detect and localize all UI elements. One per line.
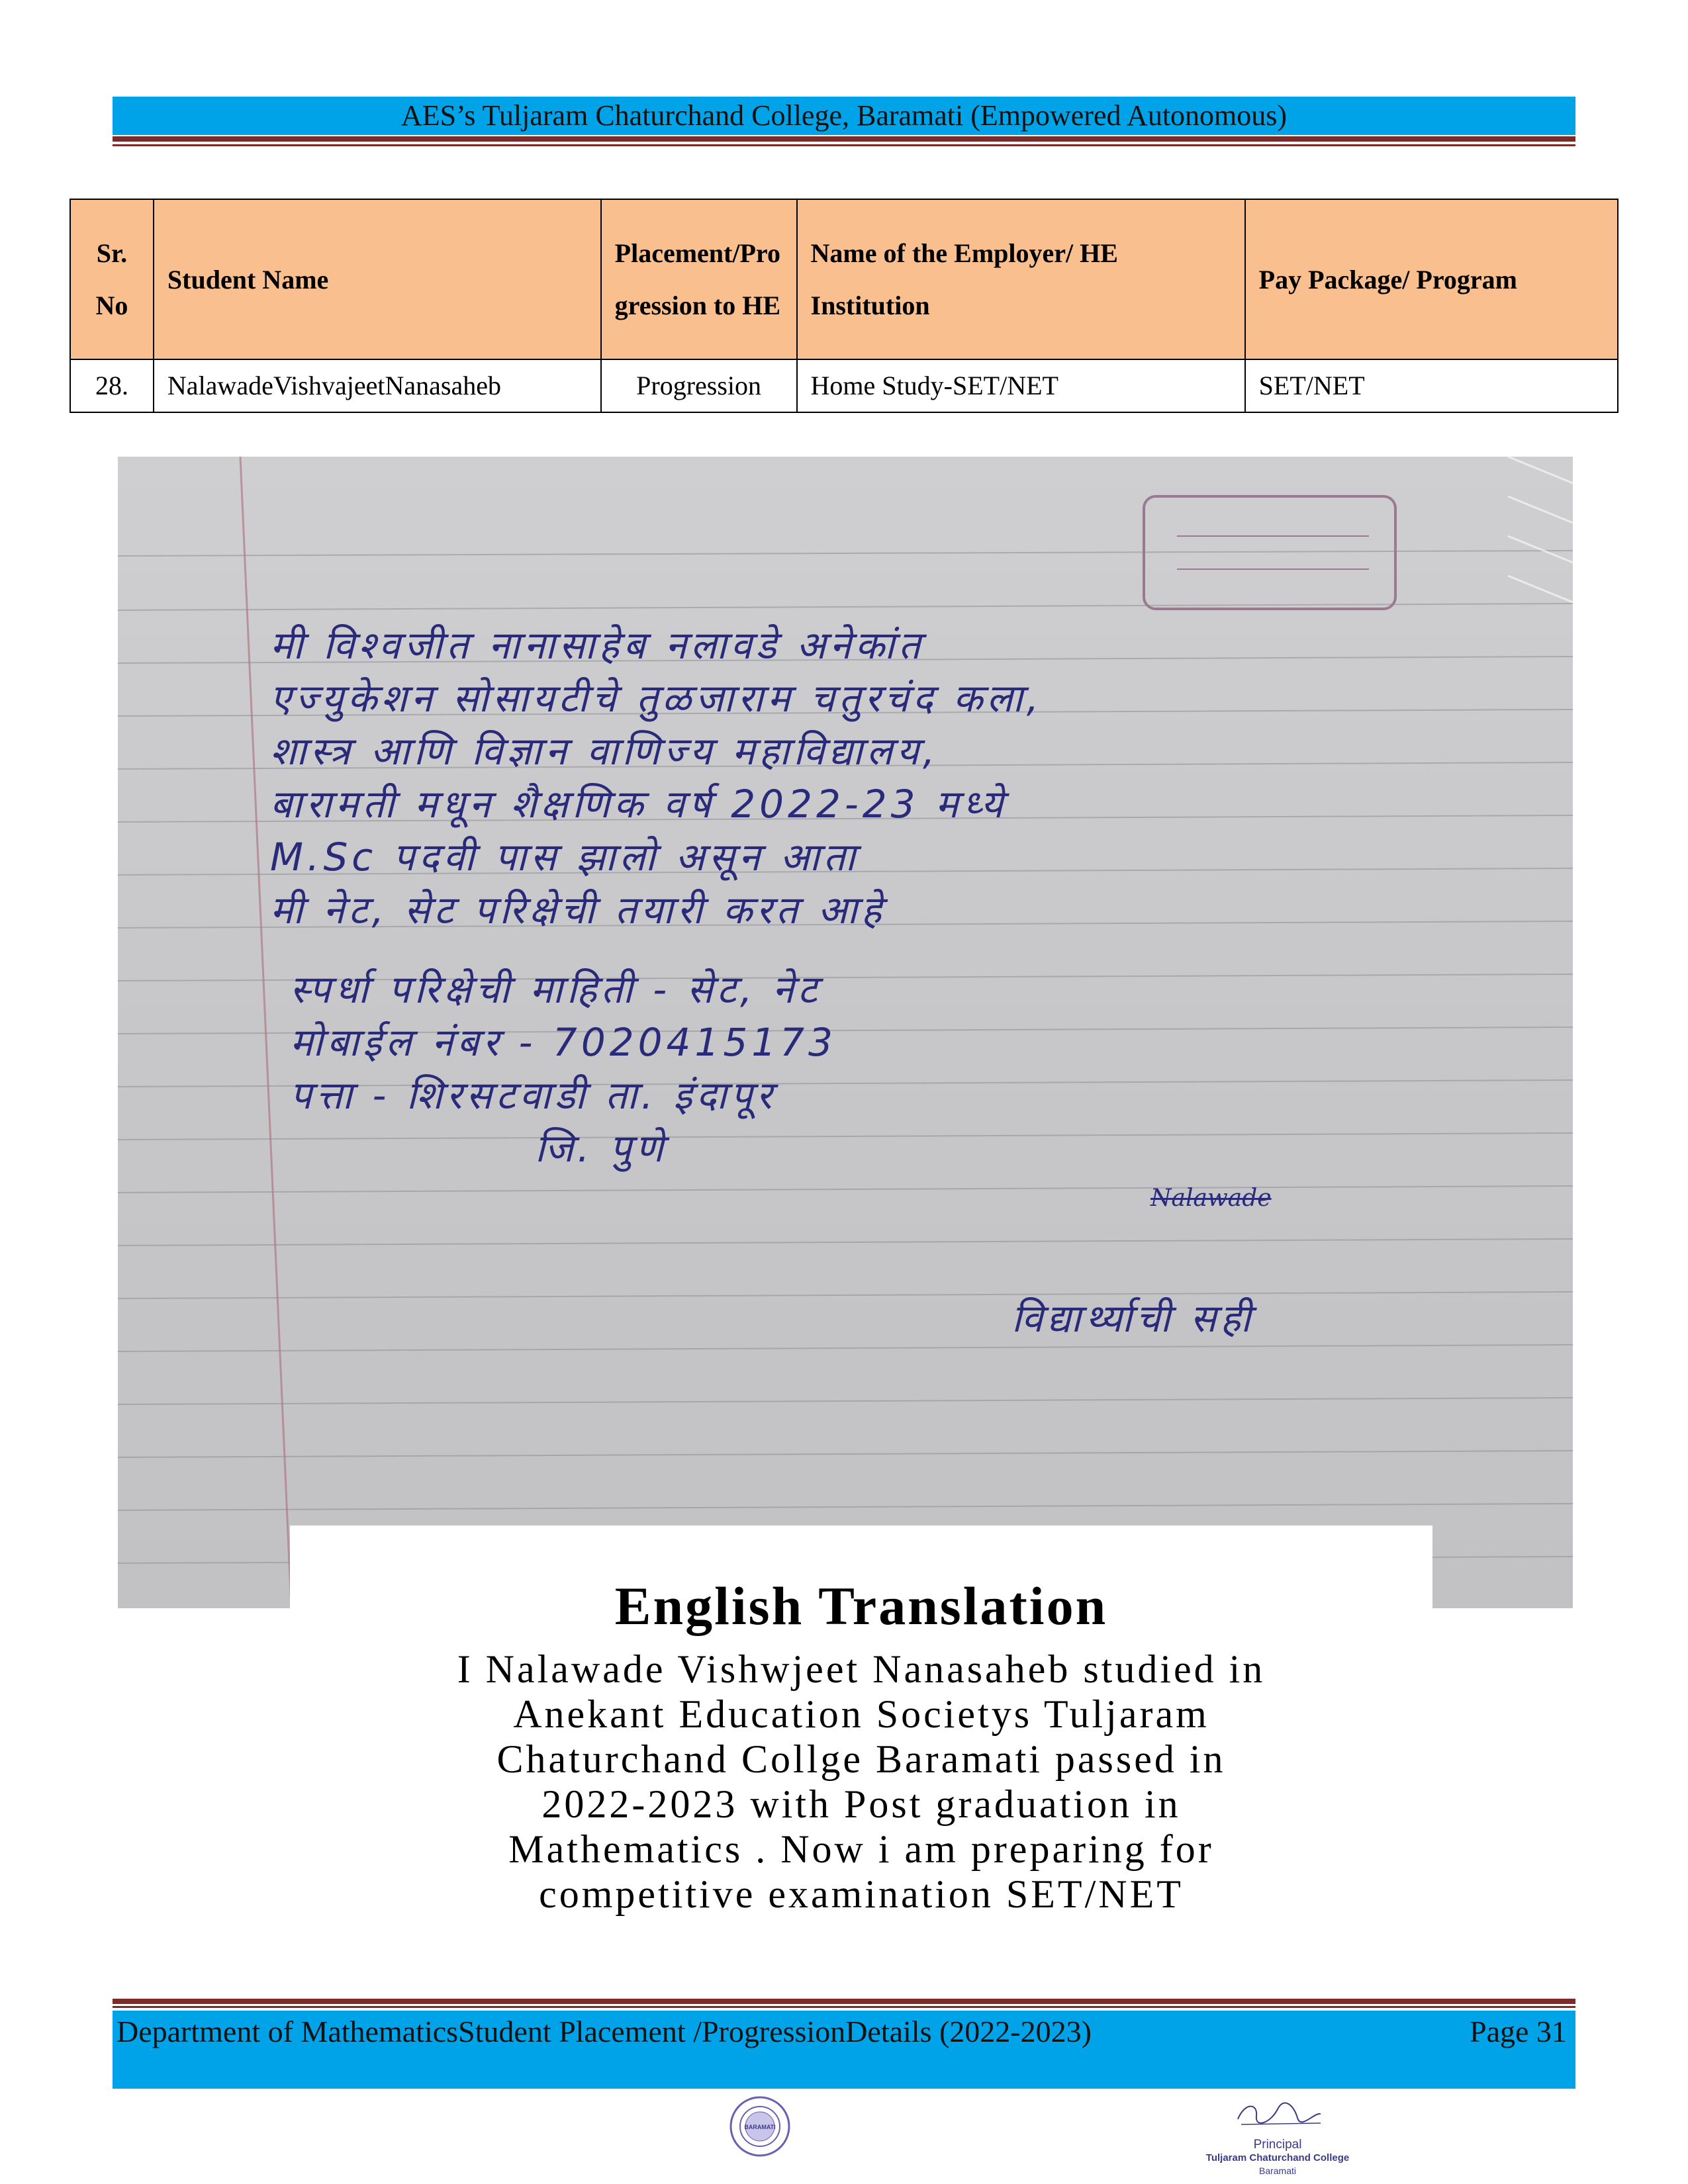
header-rule-thin bbox=[113, 144, 1575, 146]
header-rule bbox=[113, 136, 1575, 142]
principal-signature bbox=[1178, 2099, 1377, 2129]
table-row bbox=[70, 359, 1618, 412]
letter-line: मी विश्वजीत नानासाहेब नलावडे अनेकांत bbox=[270, 623, 925, 668]
footer-department: Department of MathematicsStudent Placement /ProgressionDetails (2022-2023) bbox=[117, 2015, 1092, 2048]
placement-table bbox=[70, 199, 1618, 413]
principal-signature-block bbox=[1178, 2099, 1377, 2179]
principal-city: Baramati bbox=[1258, 2165, 1297, 2176]
col-header-student: Student Name bbox=[154, 199, 601, 359]
col-header-package: Pay Package/ Program bbox=[1245, 199, 1618, 359]
letter-line: बारामती मधून शैक्षणिक वर्ष 2022-23 मध्ये bbox=[270, 782, 1008, 827]
footer-rule bbox=[113, 1999, 1575, 2004]
letter-line: M.Sc पदवी पास झालो असून आता bbox=[270, 835, 859, 880]
letter-line: मोबाईल नंबर - 7020415173 bbox=[290, 1020, 837, 1065]
header-title: AES’s Tuljaram Chaturchand College, Baramati (Empowered Autonomous) bbox=[400, 99, 1288, 132]
cell-placement: Progression bbox=[601, 359, 797, 412]
translation-body: I Nalawade Vishwjeet Nanasaheb studied in Anekant Education Societys Tuljaram Chaturchand Collge Baramati passed in 2022-2023 with Post graduation in Mathematics . Now i am preparing for competitive examination SET/NET bbox=[457, 1647, 1266, 1916]
cell-student: NalawadeVishvajeetNanasaheb bbox=[154, 359, 601, 412]
page-number: Page 31 bbox=[1470, 2015, 1567, 2048]
college-seal-icon bbox=[728, 2095, 792, 2158]
table-header-row bbox=[70, 199, 1618, 359]
col-header-sr: Sr. No bbox=[70, 199, 154, 359]
cell-sr: 28. bbox=[70, 359, 154, 412]
signature-caption: विद्यार्थ्याची सही bbox=[1011, 1296, 1255, 1341]
letter-text bbox=[270, 619, 1528, 1175]
letter-line: स्पर्धा परिक्षेची माहिती - सेट, नेट bbox=[290, 967, 821, 1012]
col-header-placement: Placement/Progression to HE bbox=[601, 199, 797, 359]
cell-employer: Home Study-SET/NET bbox=[797, 359, 1245, 412]
principal-title: Principal bbox=[1253, 2138, 1302, 2152]
letter-line: शास्त्र आणि विज्ञान वाणिज्य महाविद्यालय, bbox=[270, 729, 939, 774]
letter-line: एज्युकेशन सोसायटीचे तुळजाराम चतुरचंद कला, bbox=[270, 676, 1043, 721]
letter-line: पत्ता - शिरसटवाडी ता. इंदापूर bbox=[290, 1073, 776, 1118]
seal-text: BARAMATI bbox=[744, 2124, 776, 2130]
principal-college: Tuljaram Chaturchand College bbox=[1205, 2152, 1350, 2163]
col-header-employer: Name of the Employer/ HE Institution bbox=[797, 199, 1245, 359]
letter-line: जि. पुणे bbox=[535, 1126, 667, 1171]
cell-package: SET/NET bbox=[1245, 359, 1618, 412]
student-signature: Nalawade bbox=[1150, 1185, 1272, 1212]
handwritten-letter-photo bbox=[118, 457, 1573, 1608]
footer-rule-thin bbox=[113, 2006, 1575, 2008]
letter-line: मी नेट, सेट परिक्षेची तयारी करत आहे bbox=[270, 887, 886, 933]
translation-title: English Translation bbox=[614, 1576, 1108, 1636]
